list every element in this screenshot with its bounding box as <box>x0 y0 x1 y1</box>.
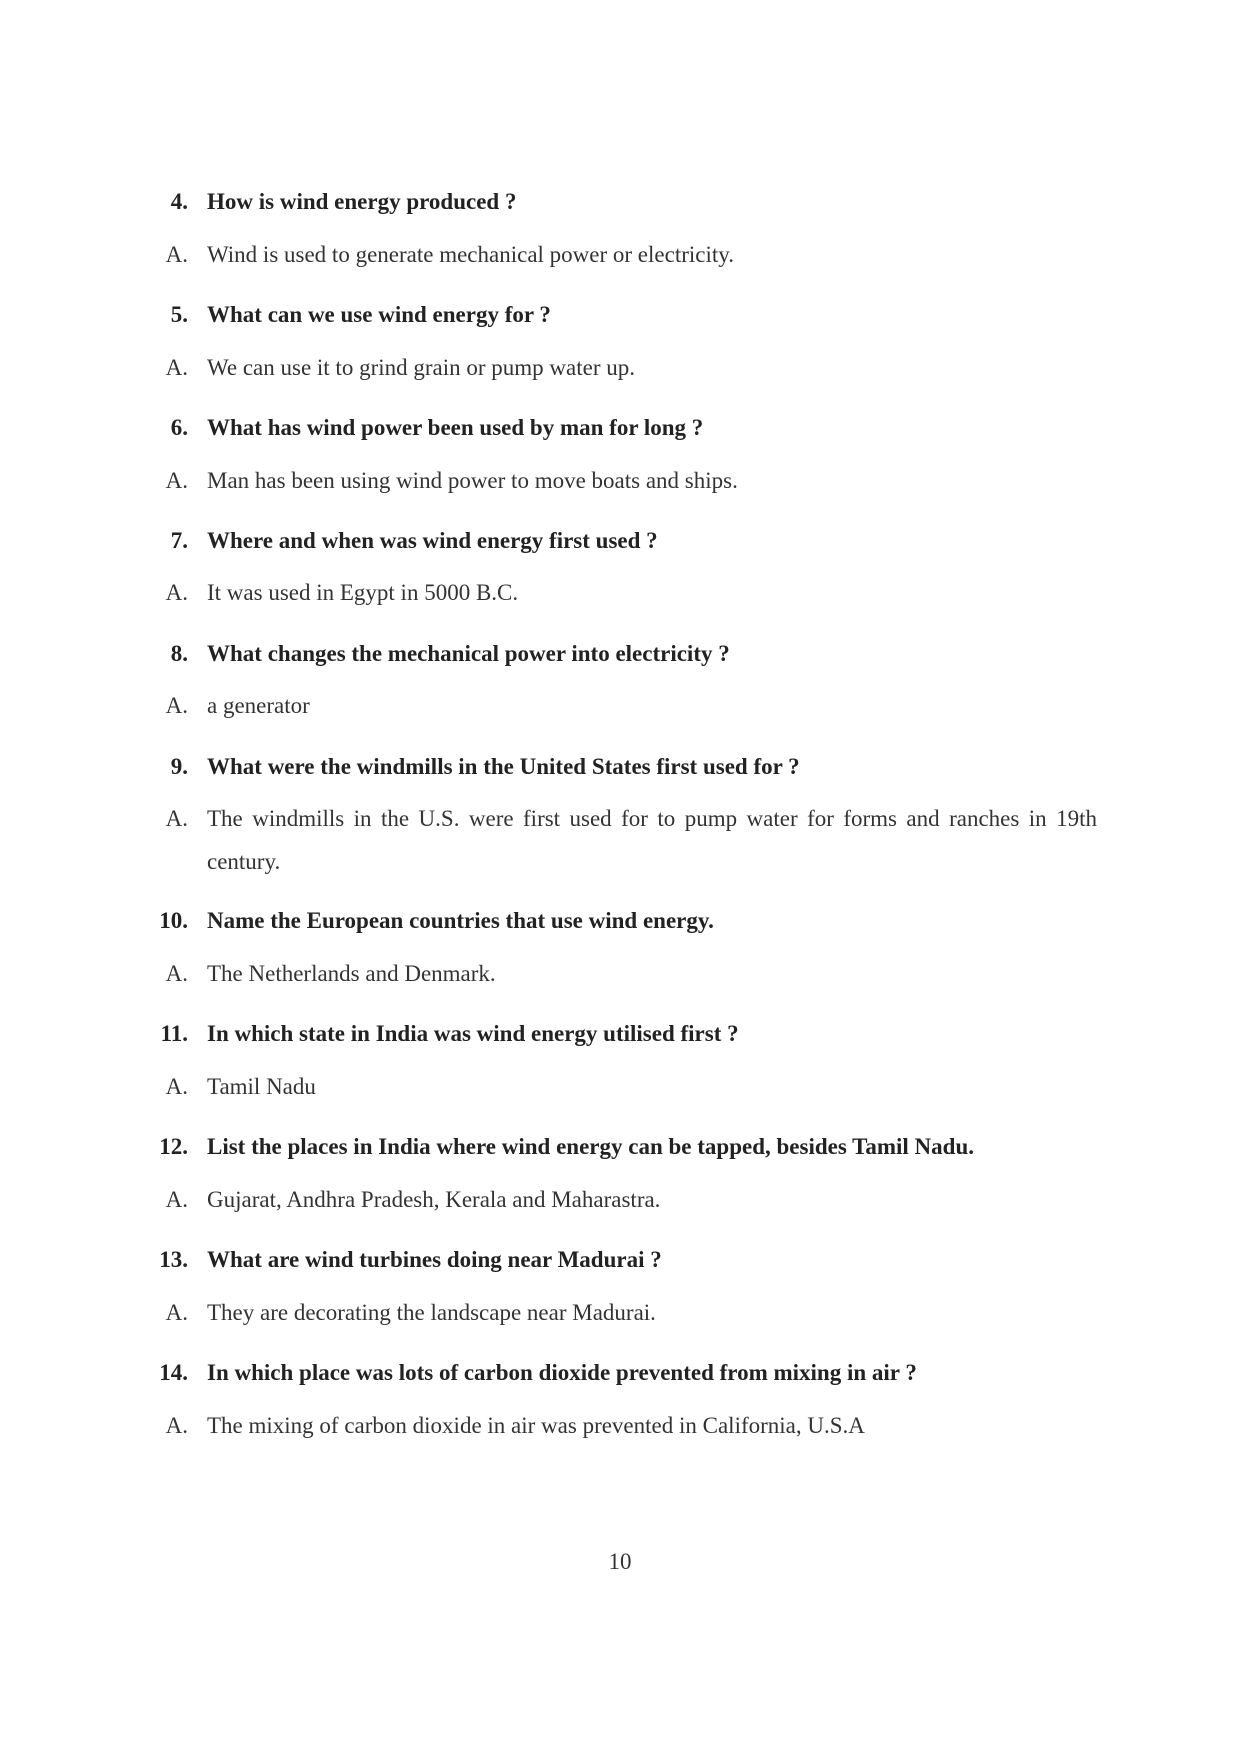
answer-label: A. <box>165 961 188 986</box>
question-number: 12. <box>159 1134 188 1159</box>
answer-label: A. <box>165 1074 188 1099</box>
answer-label: A. <box>165 1300 188 1325</box>
question-text: List the places in India where wind energy can be tapped, besides Tamil Nadu. <box>207 1134 974 1159</box>
answer-text: They are decorating the landscape near Madurai. <box>207 1300 656 1325</box>
question-text: What were the windmills in the United States first used for ? <box>207 754 800 779</box>
question-text: What has wind power been used by man for long ? <box>207 415 704 440</box>
question-text: What changes the mechanical power into electricity ? <box>207 641 730 666</box>
question-number: 6. <box>170 415 188 440</box>
question-text: Where and when was wind energy first used ? <box>207 528 658 553</box>
answer-label: A. <box>165 355 188 380</box>
answer-text: a generator <box>207 693 310 718</box>
question-number: 11. <box>160 1021 188 1046</box>
answer-label: A. <box>165 580 188 605</box>
question-number: 10. <box>159 908 188 933</box>
question-text: What can we use wind energy for ? <box>207 302 551 327</box>
answer-label: A. <box>165 693 188 718</box>
answer-text: Tamil Nadu <box>207 1074 316 1099</box>
question-text: In which place was lots of carbon dioxide prevented from mixing in air ? <box>207 1360 917 1385</box>
answer-text: Gujarat, Andhra Pradesh, Kerala and Maharastra. <box>207 1187 661 1212</box>
answer-text: The Netherlands and Denmark. <box>207 961 496 986</box>
page-number: 10 <box>608 1549 632 1574</box>
question-number: 5. <box>170 302 188 327</box>
question-number: 14. <box>159 1360 188 1385</box>
answer-text: Man has been using wind power to move boats and ships. <box>207 468 738 493</box>
answer-label: A. <box>165 806 188 831</box>
answer-label: A. <box>165 468 188 493</box>
answer-label: A. <box>165 242 188 267</box>
answer-text: It was used in Egypt in 5000 B.C. <box>207 580 519 605</box>
question-number: 9. <box>170 754 188 779</box>
answer-text: Wind is used to generate mechanical power or electricity. <box>207 242 735 267</box>
answer-label: A. <box>165 1187 188 1212</box>
answer-text: We can use it to grind grain or pump water up. <box>207 355 636 380</box>
answer-text: The windmills in the U.S. were first used for to pump water for forms and ranches in 19th century. <box>207 806 1097 874</box>
question-number: 4. <box>170 189 188 214</box>
question-text: In which state in India was wind energy utilised first ? <box>207 1021 739 1046</box>
question-text: Name the European countries that use wind energy. <box>207 908 714 933</box>
answer-label: A. <box>165 1413 188 1438</box>
question-number: 7. <box>170 528 188 553</box>
question-number: 8. <box>170 641 188 666</box>
question-text: What are wind turbines doing near Madurai ? <box>207 1247 662 1272</box>
question-text: How is wind energy produced ? <box>207 189 517 214</box>
answer-text: The mixing of carbon dioxide in air was prevented in California, U.S.A <box>207 1413 865 1438</box>
question-number: 13. <box>159 1247 188 1272</box>
